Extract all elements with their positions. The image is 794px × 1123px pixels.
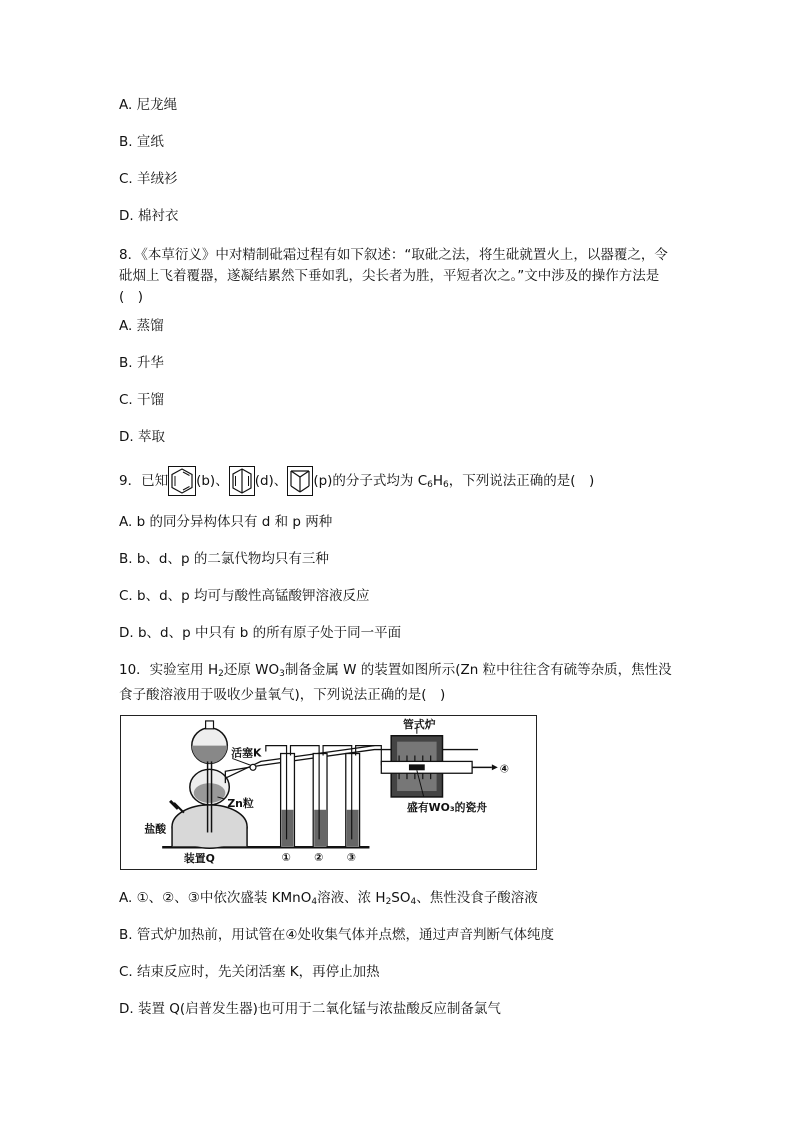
label-porcelain-boat: 盛有WO₃的瓷舟 bbox=[406, 800, 488, 814]
q8-option-c: C. 干馏 bbox=[119, 392, 165, 408]
label-acid: 盐酸 bbox=[144, 822, 167, 836]
dewar-benzene-structure-icon bbox=[229, 466, 255, 496]
label-bottle-3: ③ bbox=[346, 851, 356, 865]
q9-formula-mid: H bbox=[432, 473, 444, 489]
q10-opt-a-s3: 4 bbox=[410, 897, 417, 907]
q8-stem: 8．《本草衍义》中对精制砒霜过程有如下叙述：“取砒之法，将生砒就置火上，以器覆之，令砒烟上飞着覆器，遂凝结累然下垂如乳，尖长者为胜，平短者次之。”文中涉及的操作方法是( ) bbox=[119, 247, 668, 305]
q10-stem-a: 10．实验室用 H bbox=[119, 662, 219, 678]
q9-option-d: D. b、d、p 中只有 b 的所有原子处于同一平面 bbox=[119, 625, 402, 641]
q8-option-b: B. 升华 bbox=[119, 355, 164, 371]
q9-b-label: (b)、 bbox=[196, 473, 229, 489]
apparatus-diagram bbox=[120, 715, 537, 870]
q10-opt-a-3: SO bbox=[391, 890, 411, 906]
q8-option-d: D. 萃取 bbox=[119, 429, 165, 445]
q9-formula-sub1: 6 bbox=[427, 480, 433, 490]
q8-option-a: A. 蒸馏 bbox=[119, 318, 164, 334]
label-bottle-1: ① bbox=[281, 851, 291, 865]
label-apparatus-q: 装置Q bbox=[183, 852, 215, 866]
q9-suffix: ，下列说法正确的是( ) bbox=[448, 473, 595, 489]
q9-p-label: (p)的分子式均为 C bbox=[313, 473, 428, 489]
q7-option-a: A. 尼龙绳 bbox=[119, 97, 178, 113]
q10-stem-b: 还原 WO bbox=[223, 662, 280, 678]
q10-opt-a-1: A. ①、②、③中依次盛装 KMnO bbox=[119, 890, 312, 906]
q10-option-c: C. 结束反应时，先关闭活塞 K，再停止加热 bbox=[119, 964, 380, 980]
q10-option-d: D. 装置 Q(启普发生器)也可用于二氧化锰与浓盐酸反应制备氯气 bbox=[119, 1001, 501, 1017]
prismane-structure-icon bbox=[287, 466, 313, 496]
q10-stem-sub1: 2 bbox=[218, 669, 224, 679]
label-zinc: Zn粒 bbox=[227, 796, 254, 810]
q10-stem-sub2: 3 bbox=[279, 669, 285, 679]
q10-opt-a-2: 溶液、浓 H bbox=[317, 890, 386, 906]
q10-opt-a-s1: 4 bbox=[311, 897, 318, 907]
q9-option-c: C. b、d、p 均可与酸性高锰酸钾溶液反应 bbox=[119, 588, 370, 604]
q9-option-b: B. b、d、p 的二氯代物均只有三种 bbox=[119, 551, 329, 567]
label-tube-furnace: 管式炉 bbox=[403, 717, 436, 731]
label-bottle-2: ② bbox=[314, 851, 324, 865]
q10-stem bbox=[119, 660, 679, 706]
apparatus-drawing bbox=[121, 716, 536, 869]
q9-d-label: (d)、 bbox=[254, 473, 288, 489]
q10-option-a bbox=[119, 888, 538, 912]
q9-stem bbox=[119, 466, 594, 499]
q10-stem-c: 制备金属 W 的装置如图所示(Zn 粒中往往含有硫等杂质，焦性没食子酸溶液用于吸收少量氧气)，下列说法正确的是( ) bbox=[119, 662, 672, 703]
q9-option-a: A. b 的同分异构体只有 d 和 p 两种 bbox=[119, 514, 333, 530]
q7-option-b: B. 宣纸 bbox=[119, 134, 164, 150]
q7-option-d: D. 棉衬衣 bbox=[119, 208, 179, 224]
q10-opt-a-s2: 2 bbox=[385, 897, 392, 907]
q10-opt-a-4: 、焦性没食子酸溶液 bbox=[416, 890, 538, 906]
benzene-structure-icon bbox=[168, 466, 196, 496]
label-valve-k: 活塞K bbox=[231, 746, 262, 760]
q9-prefix: 9．已知 bbox=[119, 473, 169, 489]
q10-option-b: B. 管式炉加热前，用试管在④处收集气体并点燃，通过声音判断气体纯度 bbox=[119, 927, 554, 943]
q7-option-c: C. 羊绒衫 bbox=[119, 171, 178, 187]
label-outlet-4: ④ bbox=[499, 762, 509, 776]
q9-formula-sub2: 6 bbox=[443, 480, 449, 490]
